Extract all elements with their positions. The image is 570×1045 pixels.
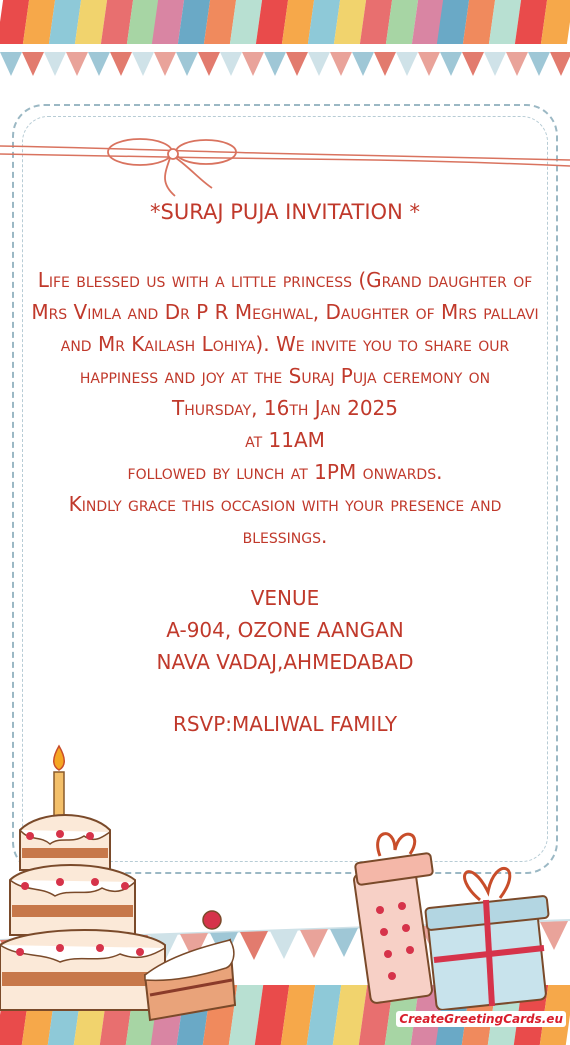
closing-message: Kindly grace this occasion with your presence and blessings. [68, 492, 502, 548]
lunch-info: followed by lunch at 1PM onwards. [127, 460, 443, 484]
bunting-flag [506, 52, 528, 76]
bunting-flag [88, 52, 110, 76]
logo-text: CreateGreetingCards.eu [396, 1011, 566, 1027]
bunting-flag [484, 52, 506, 76]
top-stripes [0, 0, 570, 44]
bunting-flag [176, 52, 198, 76]
site-logo [399, 1001, 566, 1037]
bunting-flag [352, 52, 374, 76]
gift-boxes-icon [340, 820, 570, 1010]
bunting-flag [550, 52, 570, 76]
bunting-flag [154, 52, 176, 76]
rsvp-text: RSVP:MALIWAL FAMILY [172, 712, 398, 736]
bunting-flag [308, 52, 330, 76]
bunting-flag [22, 52, 44, 76]
invitation-content [30, 196, 540, 740]
stripe [541, 0, 570, 44]
bunting-flag [198, 52, 220, 76]
venue-address-line1: A-904, OZONE AANGAN [166, 618, 404, 642]
invitation-message: Life blessed us with a little princess (Grand daughter of Mrs Vimla and Dr P R Meghwal, Daughter of Mrs pallavi and Mr Kailash Lohiya). We invite you to share our happiness and joy at the Suraj Puja ceremony on [31, 268, 539, 388]
invitation-title: *SURAJ PUJA INVITATION * [150, 200, 420, 224]
bunting-flag [0, 52, 22, 76]
bunting-flag [44, 52, 66, 76]
bunting-flag [396, 52, 418, 76]
bunting-flag [242, 52, 264, 76]
bunting-flag [300, 929, 328, 958]
bunting-flag [270, 930, 298, 959]
bunting-flag [220, 52, 242, 76]
bunting-flag [528, 52, 550, 76]
ribbon-bow-icon [0, 128, 570, 198]
venue-label: VENUE [250, 586, 320, 610]
bunting-flag [264, 52, 286, 76]
bunting-flag [374, 52, 396, 76]
bunting-flag [462, 52, 484, 76]
top-bunting [0, 44, 570, 86]
bunting-flag [286, 52, 308, 76]
bunting-flag [330, 52, 352, 76]
venue-address-line2: NAVA VADAJ,AHMEDABAD [156, 650, 414, 674]
bunting-flag [66, 52, 88, 76]
cake-slice-icon [145, 911, 235, 1020]
bunting-flag [110, 52, 132, 76]
event-time: at 11AM [245, 428, 325, 452]
bunting-flag [132, 52, 154, 76]
bunting-flag [418, 52, 440, 76]
birthday-cake-icon [0, 740, 250, 1045]
bunting-flag [440, 52, 462, 76]
event-date: Thursday, 16th Jan 2025 [172, 396, 398, 420]
